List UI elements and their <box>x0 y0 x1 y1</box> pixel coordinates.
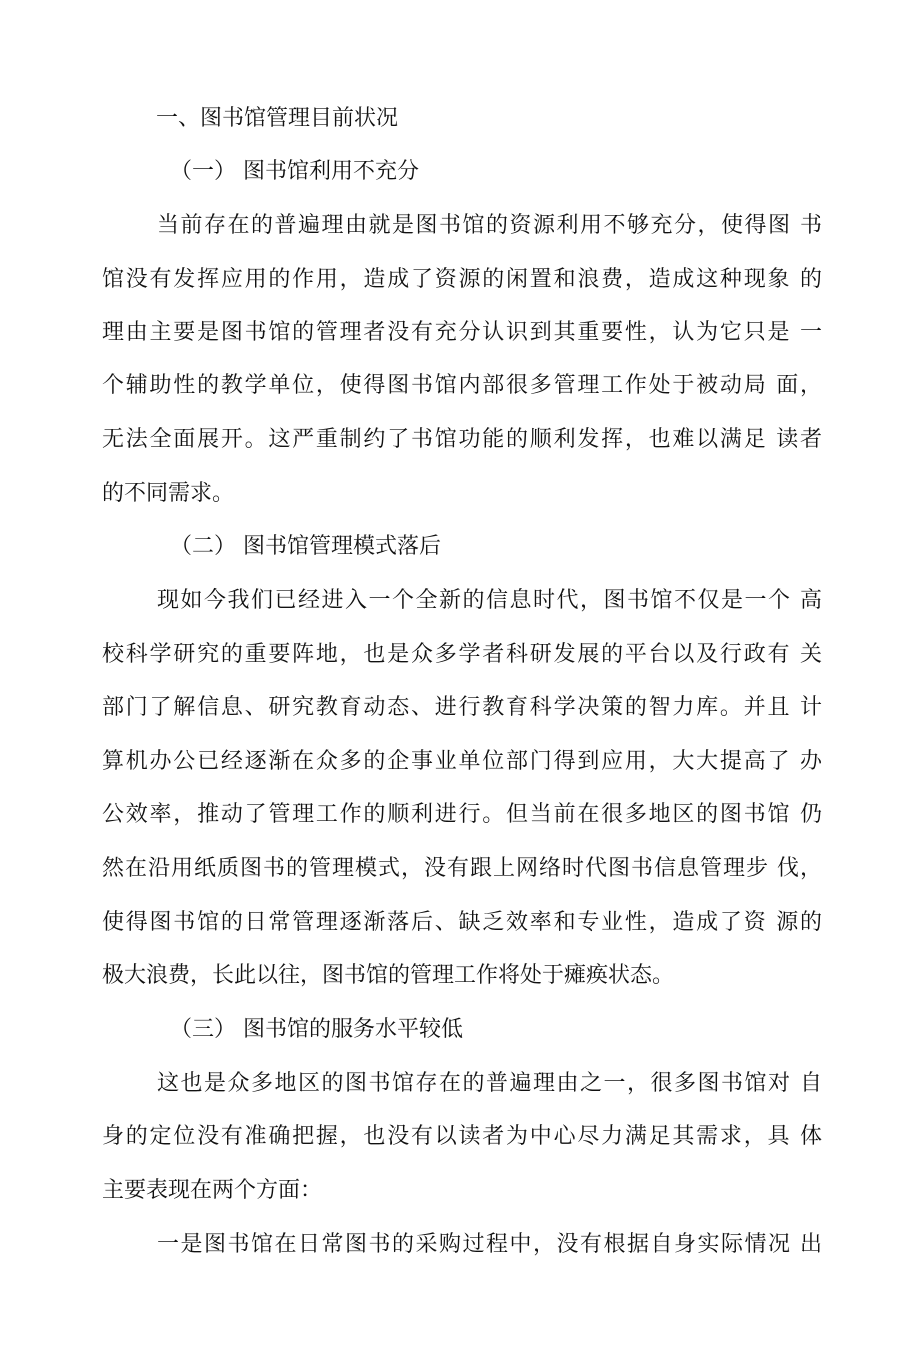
paragraph-1-line-3: 理由主要是图书馆的管理者没有充分认识到其重要性，认为它只是 一 <box>102 320 822 345</box>
paragraph-1-line-2: 馆没有发挥应用的作用，造成了资源的闲置和浪费，造成这种现象 的 <box>102 267 822 292</box>
subsection-heading-3: （三） 图书馆的服务水平较低 <box>170 1017 463 1042</box>
paragraph-2-line-2: 校科学研究的重要阵地，也是众多学者科研发展的平台以及行政有 关 <box>102 642 822 667</box>
paragraph-2-line-3: 部门了解信息、研究教育动态、进行教育科学决策的智力库。并且 计 <box>102 695 822 720</box>
paragraph-2-line-6: 然在沿用纸质图书的管理模式，没有跟上网络时代图书信息管理步 伐， <box>102 856 822 881</box>
paragraph-2-line-7: 使得图书馆的日常管理逐渐落后、缺乏效率和专业性，造成了资 源的 <box>102 910 822 935</box>
paragraph-2-line-4: 算机办公已经逐渐在众多的企事业单位部门得到应用，大大提高了 办 <box>102 749 822 774</box>
paragraph-2-line-1: 现如今我们已经进入一个全新的信息时代，图书馆不仅是一个 高 <box>157 588 822 613</box>
paragraph-3-line-3: 主要表现在两个方面： <box>102 1178 323 1203</box>
paragraph-1-line-5: 无法全面展开。这严重制约了书馆功能的顺利发挥，也难以满足 读者 <box>102 427 822 452</box>
paragraph-1-line-4: 个辅助性的教学单位，使得图书馆内部很多管理工作处于被动局 面， <box>102 373 822 398</box>
paragraph-2-line-8: 极大浪费，长此以往，图书馆的管理工作将处于瘫痪状态。 <box>102 963 675 988</box>
subsection-heading-2: （二） 图书馆管理模式落后 <box>170 534 441 559</box>
paragraph-1-line-6: 的不同需求。 <box>102 481 235 506</box>
paragraph-2-line-5: 公效率，推动了管理工作的顺利进行。但当前在很多地区的图书馆 仍 <box>102 802 822 827</box>
paragraph-4-line-1: 一是图书馆在日常图书的采购过程中，没有根据自身实际情况 出 <box>157 1232 822 1257</box>
subsection-heading-1: （一） 图书馆利用不充分 <box>170 159 419 184</box>
paragraph-1-line-1: 当前存在的普遍理由就是图书馆的资源利用不够充分，使得图 书 <box>157 213 822 238</box>
paragraph-3-line-1: 这也是众多地区的图书馆存在的普遍理由之一，很多图书馆对 自 <box>157 1071 822 1096</box>
section-heading: 一、图书馆管理目前状况 <box>156 106 399 131</box>
paragraph-3-line-2: 身的定位没有准确把握，也没有以读者为中心尽力满足其需求，具 体 <box>102 1124 822 1149</box>
